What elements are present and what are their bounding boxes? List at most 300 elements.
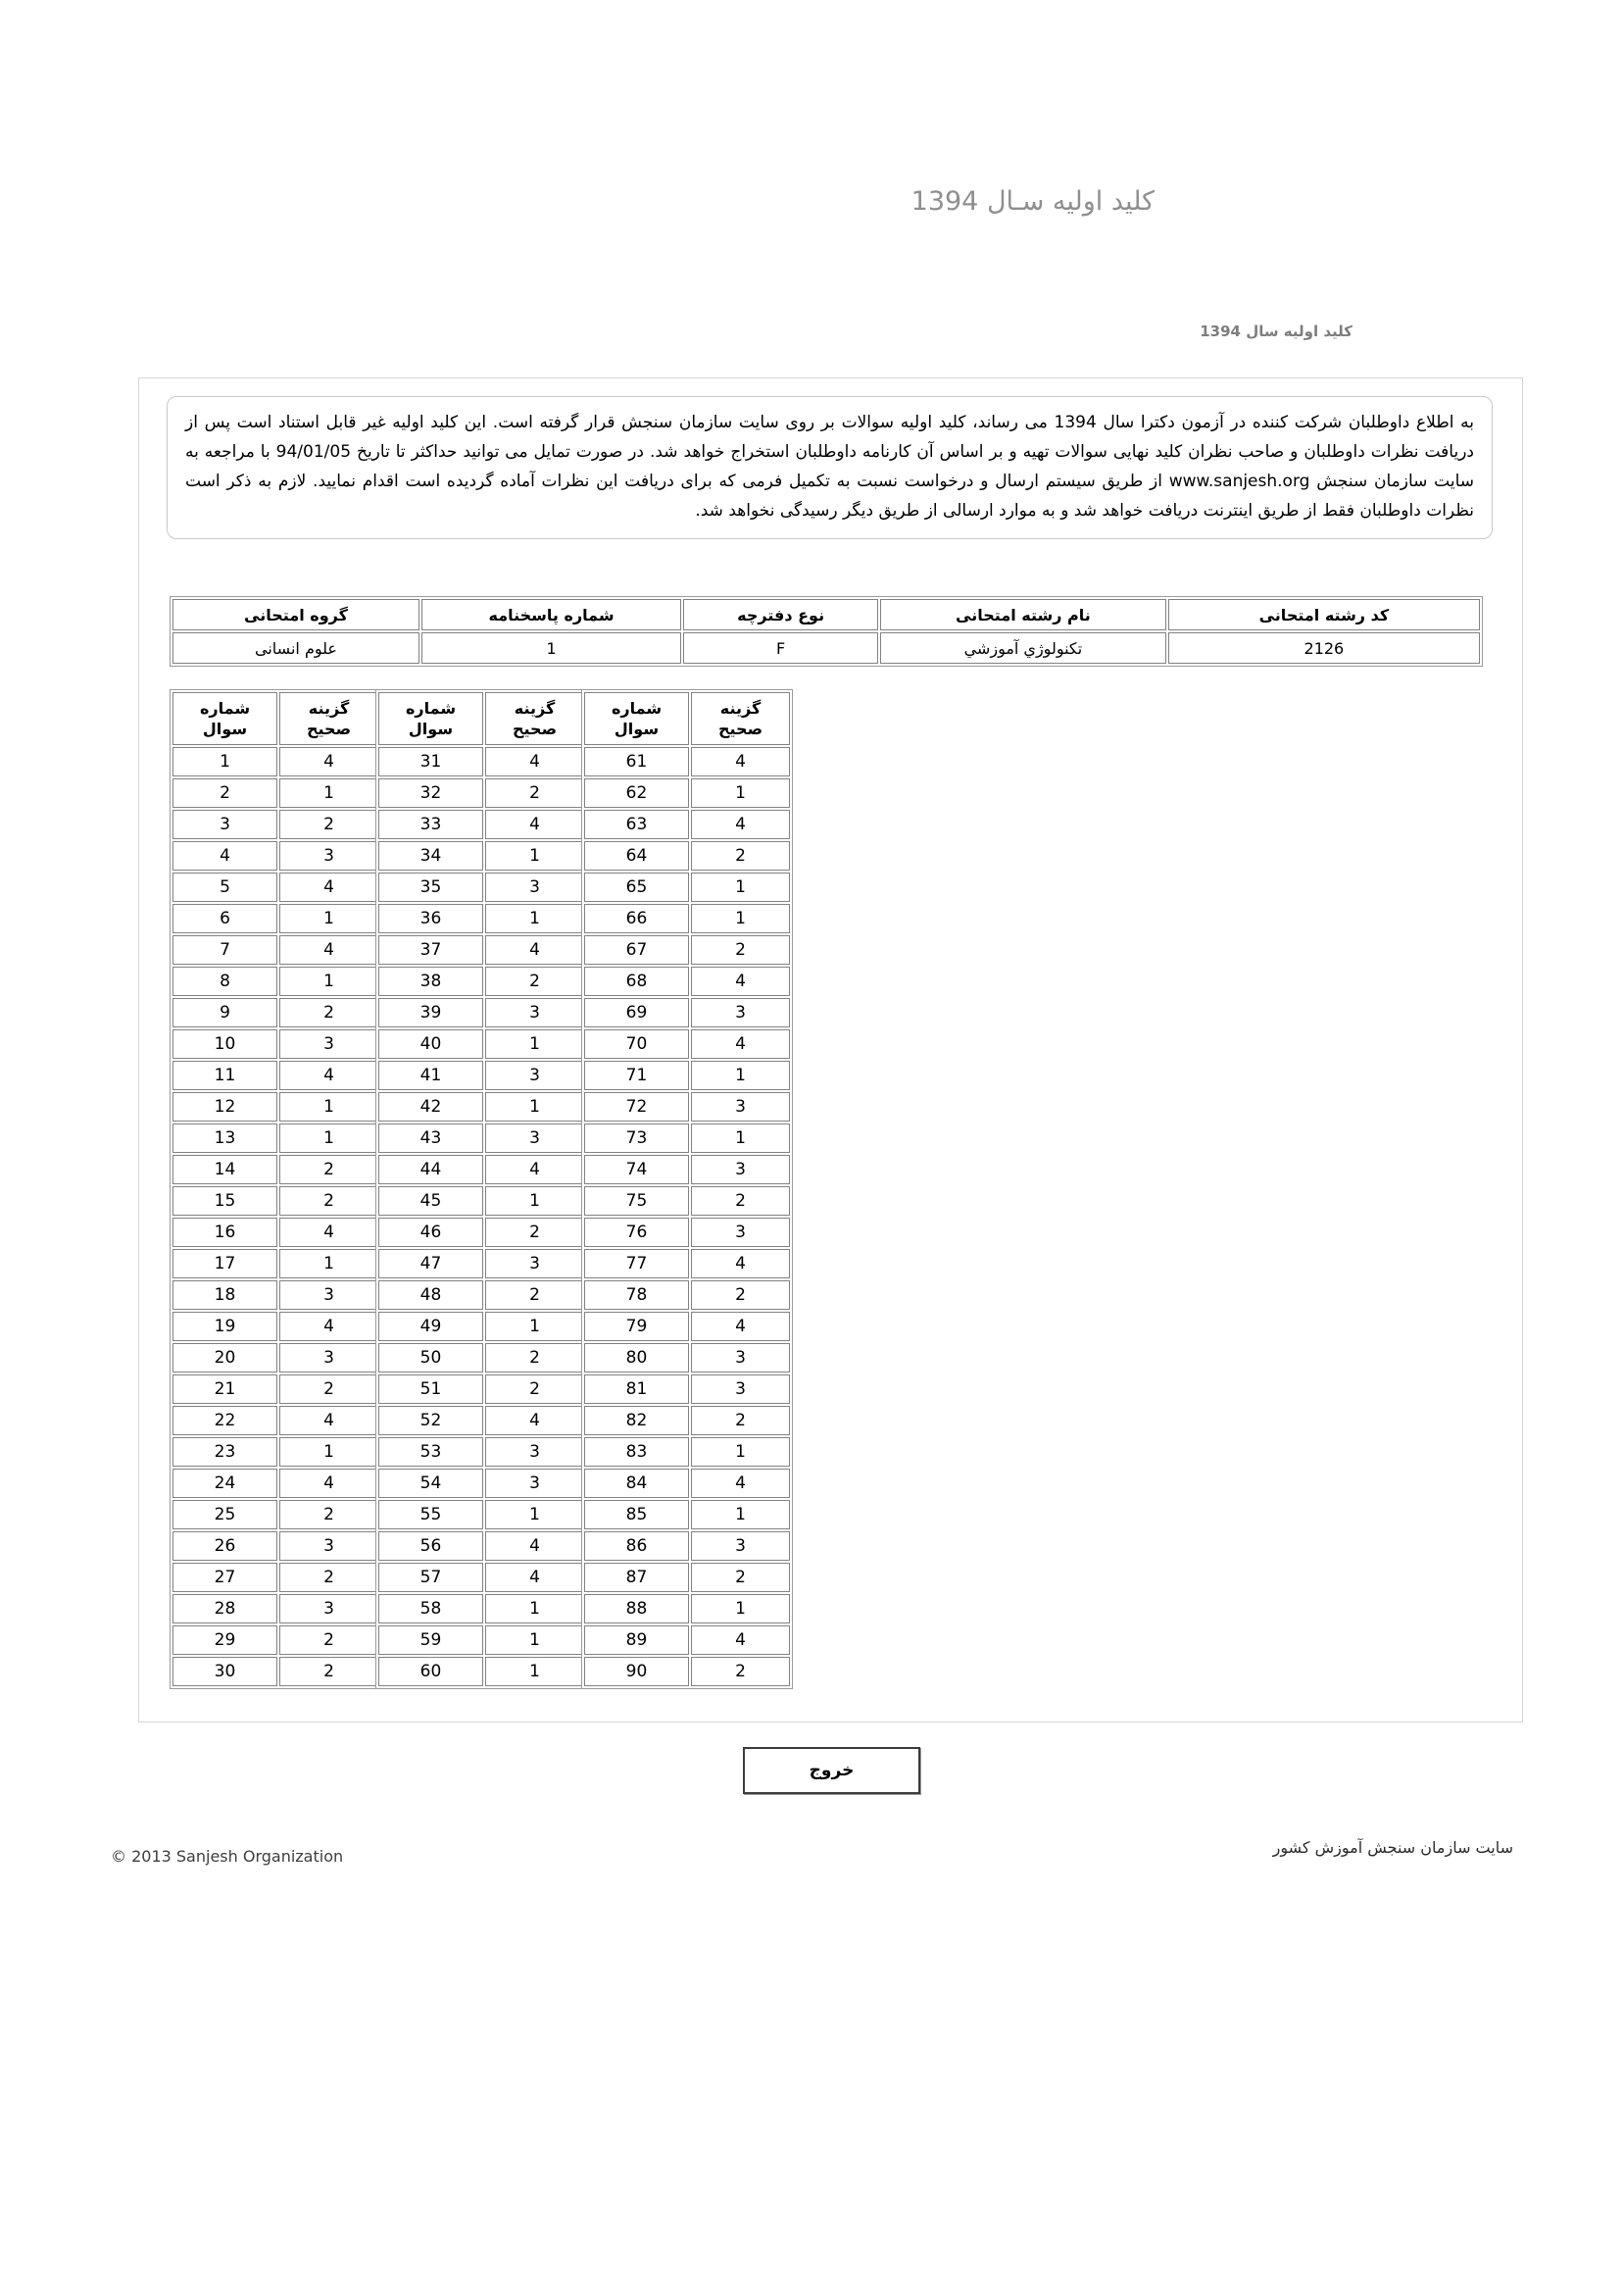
question-number-header: شماره سوال xyxy=(378,692,483,745)
answer-option-cell: 4 xyxy=(485,1563,584,1592)
footer-copyright: © 2013 Sanjesh Organization xyxy=(111,1847,344,1866)
question-number-cell: 27 xyxy=(172,1563,277,1592)
answer-row xyxy=(584,1657,790,1686)
answer-row xyxy=(584,1218,790,1247)
answer-row xyxy=(378,778,584,808)
question-number-cell: 38 xyxy=(378,967,483,996)
answer-option-cell: 3 xyxy=(279,841,378,871)
answer-row xyxy=(584,1563,790,1592)
answer-row xyxy=(172,778,378,808)
answer-option-cell: 3 xyxy=(691,998,790,1027)
question-number-header: شماره سوال xyxy=(584,692,689,745)
answer-row xyxy=(378,1280,584,1310)
answer-option-cell: 1 xyxy=(691,873,790,902)
question-number-cell: 44 xyxy=(378,1155,483,1184)
question-number-cell: 54 xyxy=(378,1469,483,1498)
question-number-cell: 18 xyxy=(172,1280,277,1310)
question-number-cell: 82 xyxy=(584,1406,689,1435)
answer-option-cell: 4 xyxy=(279,1406,378,1435)
answer-row xyxy=(378,1469,584,1498)
answer-option-cell: 2 xyxy=(279,998,378,1027)
question-number-cell: 90 xyxy=(584,1657,689,1686)
answer-option-cell: 3 xyxy=(279,1594,378,1623)
answer-row xyxy=(378,1249,584,1278)
answer-option-cell: 4 xyxy=(691,1625,790,1655)
question-number-cell: 23 xyxy=(172,1437,277,1467)
answer-row xyxy=(172,1657,378,1686)
question-number-cell: 1 xyxy=(172,747,277,776)
question-number-cell: 2 xyxy=(172,778,277,808)
question-number-cell: 48 xyxy=(378,1280,483,1310)
answer-row xyxy=(378,1123,584,1153)
question-number-cell: 89 xyxy=(584,1625,689,1655)
page-subtitle: کلید اولیه سال 1394 xyxy=(1200,323,1352,340)
booklet-type-value: F xyxy=(683,632,878,664)
answer-row xyxy=(378,1657,584,1686)
answer-option-cell: 4 xyxy=(485,810,584,839)
question-number-cell: 39 xyxy=(378,998,483,1027)
question-number-cell: 70 xyxy=(584,1029,689,1059)
answer-row xyxy=(172,1469,378,1498)
answer-option-cell: 3 xyxy=(485,1061,584,1090)
answer-option-cell: 1 xyxy=(279,904,378,933)
answer-row xyxy=(378,810,584,839)
answer-row xyxy=(172,1218,378,1247)
answer-option-cell: 1 xyxy=(485,1594,584,1623)
answer-row xyxy=(172,1374,378,1404)
answer-row xyxy=(584,1123,790,1153)
question-number-cell: 34 xyxy=(378,841,483,871)
answer-option-cell: 4 xyxy=(485,1531,584,1561)
question-number-cell: 84 xyxy=(584,1469,689,1498)
answer-row xyxy=(584,1406,790,1435)
answer-option-cell: 2 xyxy=(485,967,584,996)
answer-option-cell: 1 xyxy=(279,1437,378,1467)
answer-row xyxy=(378,1343,584,1373)
answer-option-cell: 4 xyxy=(279,935,378,965)
question-number-cell: 81 xyxy=(584,1374,689,1404)
question-number-cell: 11 xyxy=(172,1061,277,1090)
answer-option-cell: 2 xyxy=(485,1374,584,1404)
exam-field-name-value: تکنولوژي آموزشي xyxy=(880,632,1166,664)
question-number-cell: 29 xyxy=(172,1625,277,1655)
question-number-cell: 59 xyxy=(378,1625,483,1655)
exam-field-name-header: نام رشته امتحانی xyxy=(880,599,1166,630)
answer-row xyxy=(172,998,378,1027)
answer-option-cell: 4 xyxy=(691,810,790,839)
answer-row xyxy=(172,1531,378,1561)
question-number-cell: 52 xyxy=(378,1406,483,1435)
answer-row xyxy=(584,1249,790,1278)
answer-option-cell: 2 xyxy=(691,1280,790,1310)
question-number-cell: 65 xyxy=(584,873,689,902)
answer-row xyxy=(378,873,584,902)
answer-row xyxy=(584,873,790,902)
answer-row xyxy=(584,810,790,839)
answer-sheet-number-header: شماره پاسخنامه xyxy=(421,599,681,630)
answer-row xyxy=(584,1092,790,1122)
answer-option-cell: 2 xyxy=(279,1186,378,1216)
question-number-cell: 24 xyxy=(172,1469,277,1498)
answer-row xyxy=(378,1563,584,1592)
content-panel xyxy=(138,377,1523,1722)
answer-row xyxy=(584,935,790,965)
answer-option-cell: 4 xyxy=(691,747,790,776)
answer-row xyxy=(172,1155,378,1184)
answer-row xyxy=(584,747,790,776)
answer-row xyxy=(584,998,790,1027)
answer-option-cell: 1 xyxy=(485,1625,584,1655)
answer-row xyxy=(378,904,584,933)
answer-option-cell: 2 xyxy=(691,1406,790,1435)
answer-option-cell: 4 xyxy=(485,747,584,776)
answer-option-cell: 1 xyxy=(279,1249,378,1278)
answer-option-cell: 3 xyxy=(485,1469,584,1498)
answer-row xyxy=(378,1218,584,1247)
answer-row xyxy=(172,904,378,933)
question-number-cell: 22 xyxy=(172,1406,277,1435)
correct-option-header: گزینه صحیح xyxy=(485,692,584,745)
answer-row xyxy=(378,1092,584,1122)
question-number-cell: 5 xyxy=(172,873,277,902)
question-number-cell: 33 xyxy=(378,810,483,839)
answer-option-cell: 1 xyxy=(485,841,584,871)
question-number-cell: 28 xyxy=(172,1594,277,1623)
answer-table-1 xyxy=(170,689,381,1689)
answer-row xyxy=(172,1563,378,1592)
answer-row xyxy=(172,810,378,839)
answer-row xyxy=(378,1061,584,1090)
answer-row xyxy=(172,1123,378,1153)
answer-option-cell: 1 xyxy=(279,1092,378,1122)
question-number-cell: 36 xyxy=(378,904,483,933)
answer-row xyxy=(378,998,584,1027)
answer-option-cell: 3 xyxy=(691,1374,790,1404)
answer-row xyxy=(584,1531,790,1561)
answer-row xyxy=(584,1186,790,1216)
answer-row xyxy=(584,1469,790,1498)
answer-row xyxy=(172,1406,378,1435)
answer-option-cell: 1 xyxy=(485,1029,584,1059)
answer-row xyxy=(584,1343,790,1373)
answer-option-cell: 4 xyxy=(485,1155,584,1184)
answer-row xyxy=(378,1500,584,1529)
answer-option-cell: 3 xyxy=(691,1155,790,1184)
question-number-cell: 45 xyxy=(378,1186,483,1216)
answer-row xyxy=(584,841,790,871)
question-number-cell: 17 xyxy=(172,1249,277,1278)
exam-group-value: علوم انسانی xyxy=(172,632,419,664)
answer-row xyxy=(172,967,378,996)
answer-option-cell: 2 xyxy=(279,810,378,839)
exam-field-code-header: کد رشته امتحانی xyxy=(1168,599,1480,630)
answer-option-cell: 1 xyxy=(485,1186,584,1216)
answer-option-cell: 1 xyxy=(691,778,790,808)
answer-option-cell: 2 xyxy=(485,1218,584,1247)
question-number-cell: 13 xyxy=(172,1123,277,1153)
question-number-cell: 43 xyxy=(378,1123,483,1153)
answer-option-cell: 4 xyxy=(691,967,790,996)
answer-row xyxy=(584,1061,790,1090)
question-number-cell: 3 xyxy=(172,810,277,839)
answer-row xyxy=(172,1594,378,1623)
question-number-cell: 50 xyxy=(378,1343,483,1373)
answer-row xyxy=(378,1594,584,1623)
answer-row xyxy=(172,1249,378,1278)
question-number-cell: 63 xyxy=(584,810,689,839)
answer-option-cell: 1 xyxy=(279,1123,378,1153)
answer-row xyxy=(172,1437,378,1467)
answer-table-header-row xyxy=(378,692,584,745)
answer-option-cell: 4 xyxy=(279,1469,378,1498)
answer-option-cell: 1 xyxy=(485,904,584,933)
answer-table-3 xyxy=(581,689,793,1689)
booklet-type-header: نوع دفترچه xyxy=(683,599,878,630)
answer-option-cell: 2 xyxy=(279,1374,378,1404)
answer-option-cell: 4 xyxy=(691,1029,790,1059)
answer-row xyxy=(584,1029,790,1059)
answer-option-cell: 3 xyxy=(279,1531,378,1561)
answer-option-cell: 3 xyxy=(485,1123,584,1153)
question-number-cell: 68 xyxy=(584,967,689,996)
question-number-cell: 78 xyxy=(584,1280,689,1310)
answer-option-cell: 2 xyxy=(279,1657,378,1686)
answer-row xyxy=(172,747,378,776)
answer-row xyxy=(378,1374,584,1404)
question-number-cell: 9 xyxy=(172,998,277,1027)
answer-row xyxy=(584,904,790,933)
answer-row xyxy=(378,1186,584,1216)
answer-row xyxy=(172,1312,378,1341)
answer-row xyxy=(584,1374,790,1404)
answer-row xyxy=(378,1155,584,1184)
answer-option-cell: 2 xyxy=(485,1343,584,1373)
notice-box: به اطلاع داوطلبان شرکت کننده در آزمون دکترا سال 1394 می رساند، کلید اولیه سوالات بر روی سایت سازمان سنجش قرار گرفته است. این کلید اولیه غیر قابل استناد است پس از دریافت نظرات داوطلبان و صاحب نظران کلید نهایی سوالات تهیه و بر اساس آن کارنامه داوطلبان استخراج خواهد شد. در صورت تمایل می توانید حداکثر تا تاریخ 94/01/05 با مراجعه به سایت سازمان سنجش www.sanjesh.org از طریق سیستم ارسال و درخواست نسبت به تکمیل فرمی که برای دریافت این نظرات آماده گردیده است اقدام نمایید. لازم به ذکر است نظرات داوطلبان فقط از طریق اینترنت دریافت خواهد شد و به موارد ارسالی از طریق دیگر رسیدگی نخواهد شد. xyxy=(167,396,1493,539)
answer-row xyxy=(584,1312,790,1341)
answer-option-cell: 2 xyxy=(485,1280,584,1310)
question-number-cell: 40 xyxy=(378,1029,483,1059)
question-number-cell: 46 xyxy=(378,1218,483,1247)
answer-option-cell: 1 xyxy=(485,1092,584,1122)
answer-row xyxy=(378,841,584,871)
question-number-cell: 21 xyxy=(172,1374,277,1404)
question-number-cell: 31 xyxy=(378,747,483,776)
answer-row xyxy=(584,1155,790,1184)
answer-option-cell: 3 xyxy=(691,1218,790,1247)
answer-row xyxy=(172,935,378,965)
question-number-header: شماره سوال xyxy=(172,692,277,745)
answer-option-cell: 3 xyxy=(691,1092,790,1122)
answer-option-cell: 4 xyxy=(279,1061,378,1090)
answer-row xyxy=(378,1312,584,1341)
answer-row xyxy=(172,1625,378,1655)
answer-row xyxy=(584,1594,790,1623)
answer-option-cell: 3 xyxy=(279,1343,378,1373)
answer-option-cell: 1 xyxy=(485,1500,584,1529)
exit-button[interactable]: خروج xyxy=(743,1747,920,1794)
answer-table-2 xyxy=(375,689,587,1689)
answer-row xyxy=(378,1029,584,1059)
answer-row xyxy=(172,1092,378,1122)
answer-option-cell: 4 xyxy=(279,1312,378,1341)
question-number-cell: 79 xyxy=(584,1312,689,1341)
question-number-cell: 47 xyxy=(378,1249,483,1278)
question-number-cell: 83 xyxy=(584,1437,689,1467)
answer-option-cell: 1 xyxy=(691,1500,790,1529)
answer-option-cell: 3 xyxy=(485,1249,584,1278)
question-number-cell: 15 xyxy=(172,1186,277,1216)
question-number-cell: 64 xyxy=(584,841,689,871)
exam-info-table xyxy=(170,596,1483,667)
answer-option-cell: 2 xyxy=(691,1186,790,1216)
question-number-cell: 60 xyxy=(378,1657,483,1686)
question-number-cell: 56 xyxy=(378,1531,483,1561)
answer-option-cell: 2 xyxy=(691,1563,790,1592)
answer-option-cell: 1 xyxy=(279,967,378,996)
question-number-cell: 55 xyxy=(378,1500,483,1529)
answer-row xyxy=(584,1437,790,1467)
question-number-cell: 26 xyxy=(172,1531,277,1561)
exam-info-value-row xyxy=(172,632,1480,664)
question-number-cell: 8 xyxy=(172,967,277,996)
answer-option-cell: 3 xyxy=(691,1343,790,1373)
question-number-cell: 62 xyxy=(584,778,689,808)
answer-row xyxy=(378,1531,584,1561)
answer-row xyxy=(584,967,790,996)
answer-option-cell: 3 xyxy=(485,1437,584,1467)
answer-row xyxy=(172,1186,378,1216)
answer-option-cell: 2 xyxy=(279,1155,378,1184)
answer-option-cell: 3 xyxy=(279,1029,378,1059)
answer-option-cell: 3 xyxy=(485,873,584,902)
exam-info-header-row xyxy=(172,599,1480,630)
question-number-cell: 67 xyxy=(584,935,689,965)
question-number-cell: 61 xyxy=(584,747,689,776)
answer-row xyxy=(172,1061,378,1090)
answer-option-cell: 1 xyxy=(691,1437,790,1467)
question-number-cell: 49 xyxy=(378,1312,483,1341)
question-number-cell: 6 xyxy=(172,904,277,933)
answer-option-cell: 2 xyxy=(691,935,790,965)
exam-field-code-value: 2126 xyxy=(1168,632,1480,664)
question-number-cell: 4 xyxy=(172,841,277,871)
answer-row xyxy=(172,1280,378,1310)
exam-group-header: گروه امتحانی xyxy=(172,599,419,630)
question-number-cell: 35 xyxy=(378,873,483,902)
answer-row xyxy=(378,1406,584,1435)
question-number-cell: 32 xyxy=(378,778,483,808)
answer-option-cell: 4 xyxy=(691,1312,790,1341)
question-number-cell: 51 xyxy=(378,1374,483,1404)
answer-option-cell: 1 xyxy=(485,1657,584,1686)
answer-option-cell: 2 xyxy=(279,1625,378,1655)
answer-option-cell: 4 xyxy=(691,1249,790,1278)
question-number-cell: 76 xyxy=(584,1218,689,1247)
answer-row xyxy=(584,1500,790,1529)
answer-option-cell: 4 xyxy=(485,935,584,965)
answer-sheet-number-value: 1 xyxy=(421,632,681,664)
correct-option-header: گزینه صحیح xyxy=(279,692,378,745)
answer-option-cell: 2 xyxy=(691,1657,790,1686)
answer-row xyxy=(584,778,790,808)
question-number-cell: 75 xyxy=(584,1186,689,1216)
question-number-cell: 37 xyxy=(378,935,483,965)
question-number-cell: 30 xyxy=(172,1657,277,1686)
page-title: کلید اولیه سـال 1394 xyxy=(910,186,1155,217)
question-number-cell: 20 xyxy=(172,1343,277,1373)
question-number-cell: 88 xyxy=(584,1594,689,1623)
answer-row xyxy=(378,967,584,996)
answer-row xyxy=(172,841,378,871)
answer-row xyxy=(378,1625,584,1655)
question-number-cell: 12 xyxy=(172,1092,277,1122)
question-number-cell: 58 xyxy=(378,1594,483,1623)
answer-option-cell: 1 xyxy=(485,1312,584,1341)
question-number-cell: 16 xyxy=(172,1218,277,1247)
answer-option-cell: 2 xyxy=(485,778,584,808)
question-number-cell: 42 xyxy=(378,1092,483,1122)
question-number-cell: 72 xyxy=(584,1092,689,1122)
answer-row xyxy=(378,1437,584,1467)
answer-option-cell: 1 xyxy=(691,904,790,933)
answer-option-cell: 3 xyxy=(691,1531,790,1561)
answer-option-cell: 4 xyxy=(691,1469,790,1498)
question-number-cell: 85 xyxy=(584,1500,689,1529)
question-number-cell: 19 xyxy=(172,1312,277,1341)
answer-row xyxy=(378,935,584,965)
question-number-cell: 14 xyxy=(172,1155,277,1184)
question-number-cell: 74 xyxy=(584,1155,689,1184)
question-number-cell: 87 xyxy=(584,1563,689,1592)
answer-row xyxy=(172,1029,378,1059)
answer-option-cell: 1 xyxy=(691,1123,790,1153)
question-number-cell: 69 xyxy=(584,998,689,1027)
question-number-cell: 57 xyxy=(378,1563,483,1592)
answer-option-cell: 1 xyxy=(279,778,378,808)
answer-option-cell: 4 xyxy=(485,1406,584,1435)
answer-row xyxy=(172,1343,378,1373)
answer-option-cell: 3 xyxy=(485,998,584,1027)
question-number-cell: 7 xyxy=(172,935,277,965)
answer-table-header-row xyxy=(584,692,790,745)
answer-option-cell: 2 xyxy=(279,1500,378,1529)
question-number-cell: 73 xyxy=(584,1123,689,1153)
question-number-cell: 25 xyxy=(172,1500,277,1529)
answer-table-header-row xyxy=(172,692,378,745)
answer-row xyxy=(584,1625,790,1655)
answer-option-cell: 2 xyxy=(691,841,790,871)
answer-row xyxy=(378,747,584,776)
question-number-cell: 53 xyxy=(378,1437,483,1467)
answer-row xyxy=(172,873,378,902)
question-number-cell: 80 xyxy=(584,1343,689,1373)
correct-option-header: گزینه صحیح xyxy=(691,692,790,745)
question-number-cell: 71 xyxy=(584,1061,689,1090)
answer-option-cell: 1 xyxy=(691,1594,790,1623)
answer-option-cell: 4 xyxy=(279,1218,378,1247)
answer-option-cell: 4 xyxy=(279,747,378,776)
answer-option-cell: 3 xyxy=(279,1280,378,1310)
question-number-cell: 66 xyxy=(584,904,689,933)
question-number-cell: 41 xyxy=(378,1061,483,1090)
footer-site-name: سایت سازمان سنجش آموزش کشور xyxy=(1272,1838,1513,1857)
question-number-cell: 77 xyxy=(584,1249,689,1278)
question-number-cell: 86 xyxy=(584,1531,689,1561)
answer-option-cell: 4 xyxy=(279,873,378,902)
answer-option-cell: 1 xyxy=(691,1061,790,1090)
question-number-cell: 10 xyxy=(172,1029,277,1059)
answer-row xyxy=(584,1280,790,1310)
